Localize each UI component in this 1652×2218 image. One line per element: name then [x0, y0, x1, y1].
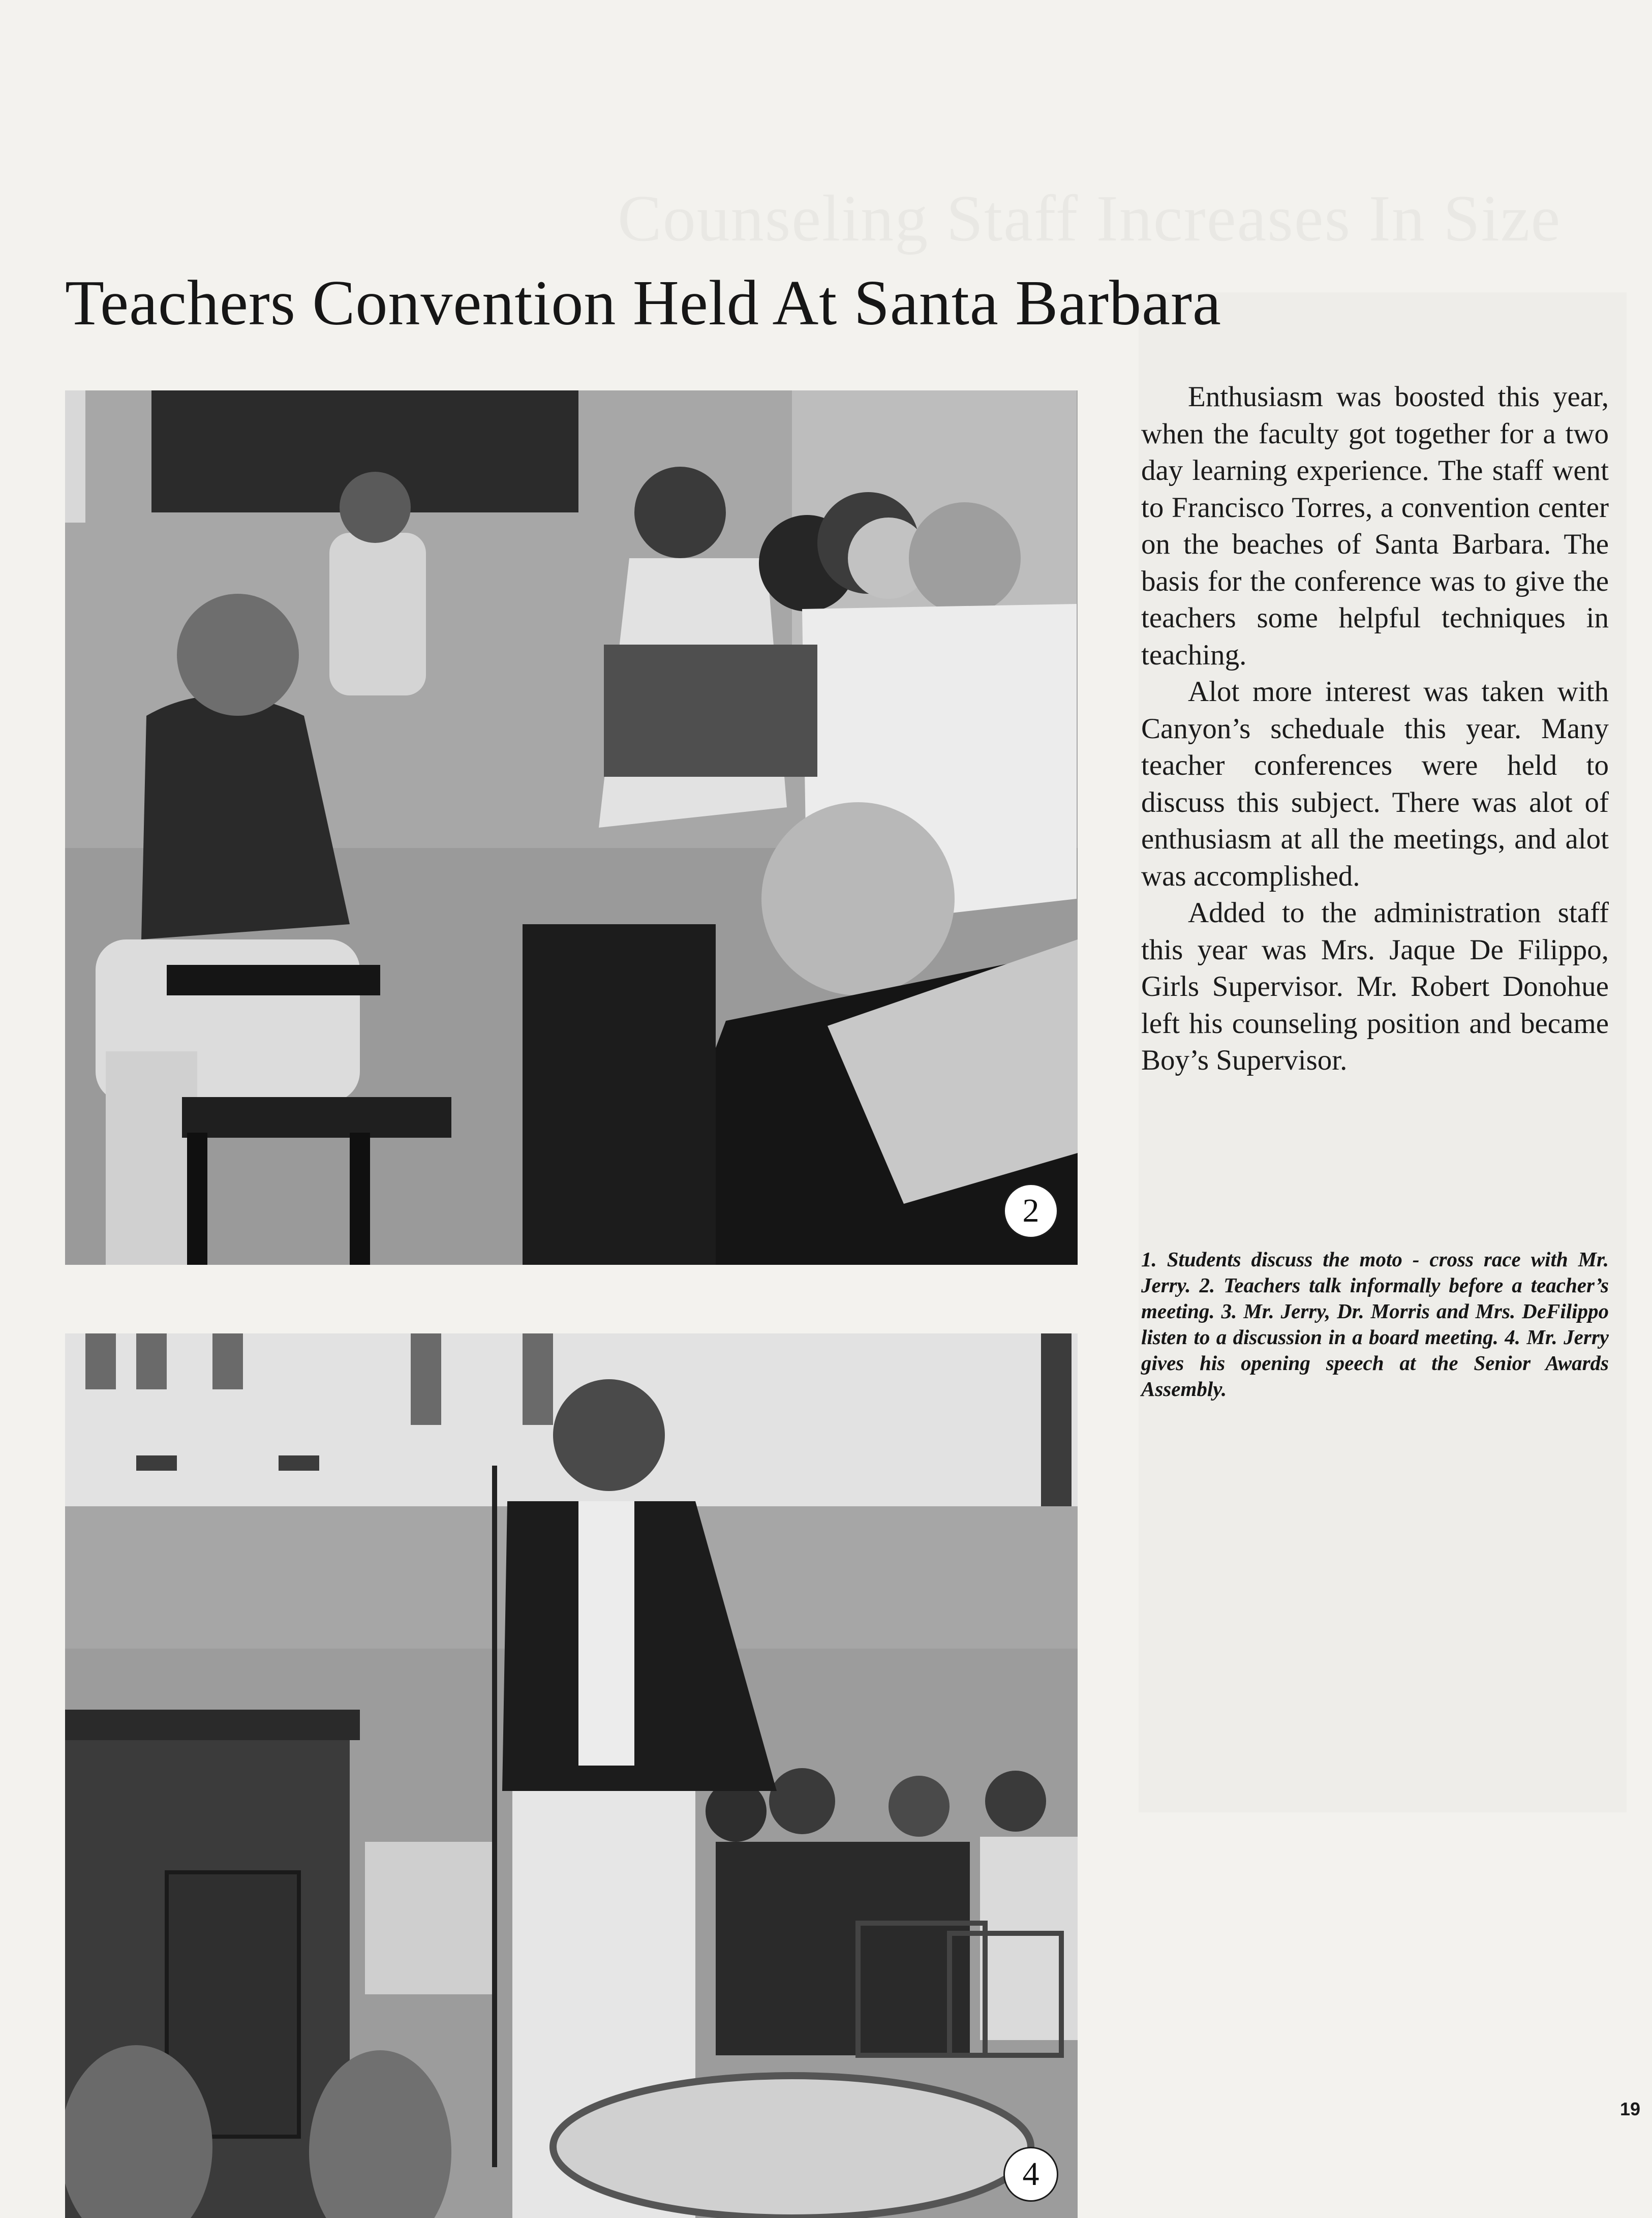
faded-bleed-through-title: Counseling Staff Increases In Size: [618, 182, 1562, 255]
page-number: 19: [1620, 2099, 1641, 2119]
teachers-meeting-photo: [65, 390, 1078, 1265]
photo-number-badge: 4: [1003, 2147, 1058, 2202]
article-paragraph: Alot more interest was taken with Canyon’s scheduale this year. Many teacher conferences were held to discuss this subject. There was alot of enthusiasm at all the meetings, and alot was accomplished.: [1141, 676, 1609, 892]
article-paragraph: Added to the administration staff this year was Mrs. Jaque De Filippo, Girls Supervisor. Mr. Robert Donohue left his counseling position and became Boy’s Supervisor.: [1141, 897, 1609, 1076]
article-body: [1141, 379, 1609, 1079]
photo-captions: 1. Students discuss the moto - cross race with Mr. Jerry. 2. Teachers talk informally before a teacher’s meeting. 3. Mr. Jerry, Dr. Morris and Mrs. DeFilippo listen to a discussion in a board meeting. 4. Mr. Jerry gives his opening speech at the Senior Awards Assembly.: [1141, 1248, 1609, 1401]
article-paragraph: Enthusiasm was boosted this year, when the faculty got together for a two day learning experience. The staff went to Francisco Torres, a convention center on the beaches of Santa Barbara. The basis for the conference was to give the teachers some helpful techniques in teaching.: [1141, 381, 1609, 671]
teachers-meeting-illustration: [65, 390, 1078, 1265]
assembly-speech-illustration: [65, 1333, 1078, 2218]
photo-number-badge: 2: [1003, 1183, 1058, 1238]
assembly-speech-photo: [65, 1333, 1078, 2218]
page-headline: Teachers Convention Held At Santa Barbara: [65, 268, 1221, 339]
